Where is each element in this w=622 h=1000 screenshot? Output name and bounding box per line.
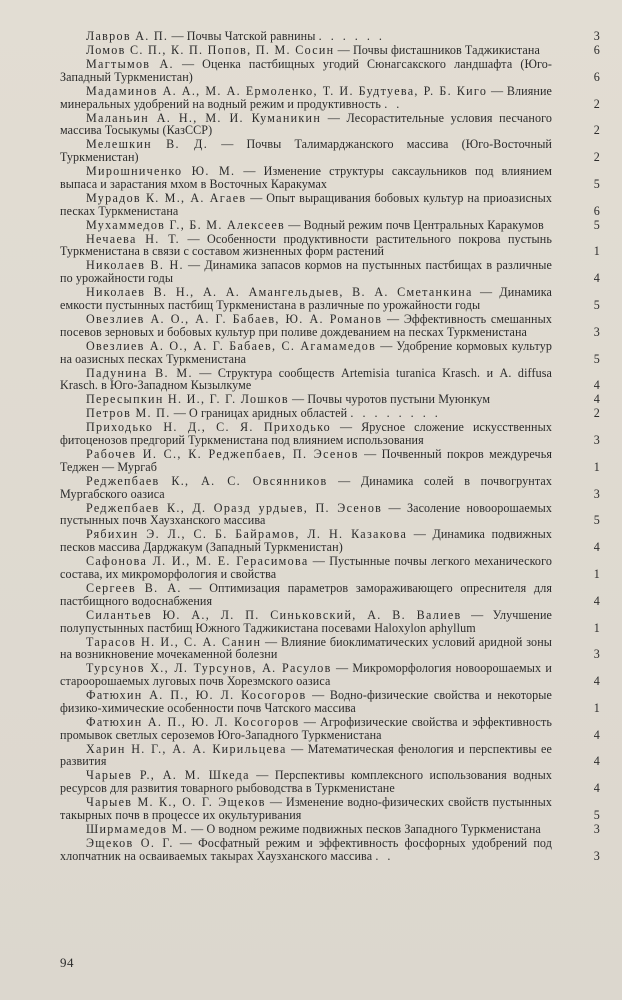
entry-page-number: 4 [593, 727, 600, 742]
entry-title: — Влияние минеральных удобрений на водный режим и продуктивность [60, 83, 552, 111]
entry-author: Фатюхин А. П., Ю. Л. Косогоров [86, 688, 307, 703]
entry-leader-dots: . . [384, 96, 403, 111]
entry-page-number: 4 [593, 540, 600, 555]
entry-title: — Улучшение полупустынных пастбищ Южного Таджикистана посевами Haloxylon aphyllum [60, 607, 552, 635]
entry-title: — Пустынные почвы легкого механического состава, их микроморфология и свойства [60, 554, 552, 581]
entry-title: — Математическая фенология и перспективы ее развития [60, 741, 552, 769]
entry-author: Реджепбаев К., А. С. Овсянников [86, 473, 328, 488]
entry-author: Тарасов Н. И., С. А. Санин [86, 634, 262, 649]
entry-title: — Оптимизация параметров замораживающего опреснителя для пастбищного водоснабжения [60, 580, 552, 608]
contents-entry [60, 190, 600, 218]
entry-title: — Ярусное сложение искусственных фитоценозов предгорий Туркменистана под влиянием использования [60, 420, 552, 448]
entry-page-number: 5 [593, 351, 600, 366]
contents-entry [60, 634, 600, 662]
entry-page-number: 1 [593, 567, 600, 581]
contents-entry [60, 554, 600, 581]
entry-author: Ширмамедов М. [86, 822, 188, 837]
entry-page-number: 3 [593, 324, 600, 339]
entry-author: Николаев В. Н. [86, 258, 184, 273]
contents-entry [60, 42, 600, 57]
entry-page-number: 3 [593, 848, 600, 863]
contents-entry [60, 231, 600, 259]
entry-title: — Микроморфология новоорошаемых и староорошаемых луговых почв Хорезмского оазиса [60, 661, 552, 689]
contents-entry [60, 500, 600, 528]
entry-author: Реджепбаев К., Д. Оразд урдыев, П. Эсенов [86, 500, 383, 515]
entry-page-number: 4 [593, 754, 600, 769]
entry-title: — Влияние биоклиматических условий аридной зоны на возникновение мочекаменной болезни [60, 634, 552, 662]
entry-title: — Водно-физические свойства и некоторые физико-химические особенности почв Чатского массива [60, 688, 552, 715]
contents-entry [60, 607, 600, 635]
entry-author: Мадаминов А. А., М. А. Ермоленко, Т. И. Будтуева, Р. Б. Киго [86, 83, 488, 98]
entry-title: — О водном режиме подвижных песков Западного Туркменистана [191, 822, 541, 837]
contents-entry [60, 836, 600, 863]
contents-entry [60, 285, 600, 312]
entry-author: Падунина В. М. [86, 365, 193, 380]
entry-author: Маланьин А. Н., М. И. Куманикин [86, 110, 322, 125]
entry-author: Рябихин Э. Л., С. Б. Байрамов, Л. Н. Казакова [86, 527, 408, 542]
entry-page-number: 2 [593, 150, 600, 165]
entry-page-number: 2 [593, 96, 600, 111]
entry-page-number: 5 [593, 298, 600, 312]
entry-page-number: 4 [593, 674, 600, 689]
entry-author: Чарыев Р., А. М. Шкеда [86, 768, 250, 783]
entry-page-number: 4 [593, 271, 600, 286]
entry-leader-dots: . . [375, 848, 394, 863]
entry-page-number: 5 [593, 808, 600, 823]
entry-author: Чарыев М. К., О. Г. Эщеков [86, 795, 266, 810]
entry-title: — Опыт выращивания бобовых культур на приоазисных песках Туркменистана [60, 190, 552, 218]
contents-entry [60, 110, 600, 138]
entry-title: — Динамика подвижных песков массива Дарджакум (Западный Туркменистан) [60, 527, 552, 555]
entry-page-number: 6 [593, 69, 600, 84]
entry-leader-dots: . . . . . . [318, 29, 385, 43]
entry-page-number: 3 [593, 822, 600, 837]
entry-title: — Почвы Талимарджанского массива (Юго-Восточный Туркменистан) [60, 137, 552, 165]
entry-page-number: 4 [593, 593, 600, 608]
entry-title: — Удобрение кормовых культур на оазисных песках Туркменистана [60, 338, 552, 366]
entry-author: Овезлиев А. О., А. Г. Бабаев, С. Агамамедов [86, 338, 377, 353]
entry-title: — Агрофизические свойства и эффективность промывок светлых сероземов Юго-Западного Туркменистана [60, 714, 552, 742]
entry-author: Сафонова Л. И., М. Е. Герасимова [86, 554, 309, 569]
entry-title: — Водный режим почв Центральных Каракумов [288, 217, 544, 232]
contents-entry [60, 164, 600, 191]
contents-entry [60, 795, 600, 823]
entry-author: Пересыпкин Н. И., Г. Г. Лошков [86, 392, 289, 407]
entry-title: — Структура сообществ Artemisia turanica Krasch. и A. diffusa Krasch. в Юго-Западном Кызылкуме [60, 365, 552, 393]
contents-entry [60, 447, 600, 474]
entry-author: Фатюхин А. П., Ю. Л. Косогоров [86, 714, 300, 729]
contents-list [0, 30, 622, 863]
entry-page-number: 2 [593, 123, 600, 138]
contents-entry [60, 741, 600, 769]
entry-author: Лавров А. П. [86, 29, 169, 43]
page-number: 94 [60, 955, 74, 970]
entry-page-number: 1 [593, 700, 600, 715]
contents-entry [60, 83, 600, 111]
entry-author: Эщеков О. Г. [86, 836, 174, 850]
contents-entry [60, 406, 600, 421]
contents-entry [60, 137, 600, 165]
entry-title: — Лесорастительные условия песчаного массива Тосыкумы (КазССР) [60, 110, 552, 138]
entry-author: Харин Н. Г., А. А. Кирильцева [86, 741, 287, 756]
entry-author: Рабочев И. С., К. Реджепбаев, П. Эсенов [86, 447, 359, 462]
entry-title: — Динамика запасов кормов на пустынных пастбищах в различные по урожайности годы [60, 258, 552, 286]
contents-entry [60, 661, 600, 689]
entry-page-number: 6 [593, 203, 600, 218]
contents-entry [60, 217, 600, 232]
entry-author: Ломов С. П., К. П. Попов, П. М. Сосин [86, 42, 335, 57]
entry-title: — Изменение водно-физических свойств пустынных такырных почв в процессе их окультуривания [60, 795, 552, 823]
entry-page-number: 5 [593, 217, 600, 232]
entry-page-number: 1 [593, 459, 600, 474]
contents-entry [60, 258, 600, 286]
contents-entry [60, 311, 600, 339]
contents-entry [60, 365, 600, 393]
entry-title: — О границах аридных областей [173, 406, 348, 421]
entry-page-number: 4 [593, 392, 600, 407]
entry-title: — Эффективность смешанных посевов зерновых и бобовых культур при поливе дождеванием на песках Туркменистана [60, 311, 552, 339]
entry-title: — Почвы чуротов пустыни Муюнкум [292, 392, 491, 407]
entry-title: — Изменение структуры саксаульников под влиянием выпаса и зарастания мхом в Восточных Каракумах [60, 164, 552, 191]
entry-author: Николаев В. Н., А. А. Амангельдыев, В. А. Сметанкина [86, 285, 473, 300]
entry-title: — Засоление новоорошаемых пустынных почв Хаузханского массива [60, 500, 552, 528]
contents-entry [60, 822, 600, 837]
entry-page-number: 5 [593, 513, 600, 528]
entry-page-number: 3 [593, 29, 600, 43]
contents-entry [60, 580, 600, 608]
entry-page-number: 1 [593, 620, 600, 635]
entry-title: — Почвы фисташников Таджикистана [337, 42, 540, 57]
entry-title: — Фосфатный режим и эффективность фосфорных удобрений под хлопчатник на осваиваемых такырах Хаузханского массива [60, 836, 552, 863]
entry-page-number: 3 [593, 647, 600, 662]
entry-page-number: 2 [593, 406, 600, 421]
entry-title: — Оценка пастбищных угодий Сюнагсакского ландшафта (Юго-Западный Туркменистан) [60, 56, 553, 84]
contents-entry [60, 768, 600, 796]
contents-entry [60, 527, 600, 555]
contents-entry [60, 714, 600, 742]
entry-title: — Особенности продуктивности растительного покрова пустынь Туркменистана в связи с составом жизненных форм растений [60, 231, 552, 259]
entry-title: — Почвы Чатской равнины [171, 29, 316, 43]
contents-entry [60, 338, 600, 366]
entry-page-number: 3 [593, 486, 600, 501]
contents-entry [60, 29, 600, 43]
entry-author: Мухаммедов Г., Б. М. Алексеев [86, 217, 286, 232]
contents-entry [60, 688, 600, 715]
entry-page-number: 4 [593, 378, 600, 393]
contents-entry [60, 420, 600, 448]
contents-entry [60, 392, 600, 407]
entry-page-number: 5 [593, 176, 600, 191]
entry-page-number: 6 [593, 42, 600, 57]
entry-title: — Динамика емкости пустынных пастбищ Туркменистана в различные по урожайности годы [60, 285, 552, 312]
entry-author: Магтымов А. [86, 56, 174, 71]
contents-entry [60, 473, 600, 501]
entry-author: Нечаева Н. Т. [86, 231, 180, 246]
entry-author: Сергеев В. А. [86, 580, 182, 595]
entry-title: — Динамика солей в почвогрунтах Мургабского оазиса [60, 473, 552, 501]
contents-entry [60, 56, 600, 84]
entry-author: Овезлиев А. О., А. Г. Бабаев, Ю. А. Романов [86, 311, 383, 326]
entry-author: Мурадов К. М., А. Агаев [86, 190, 247, 205]
entry-leader-dots: . . . . . . . . [350, 406, 441, 421]
entry-title: — Перспективы комплексного использования водных ресурсов для развития товарного рыбоводства в Туркменистане [60, 768, 552, 796]
entry-page-number: 3 [593, 433, 600, 448]
entry-author: Приходько Н. Д., С. Я. Приходько [86, 420, 332, 435]
entry-author: Мелешкин В. Д. [86, 137, 209, 152]
entry-author: Турсунов Х., Л. Турсунов, А. Расулов [86, 661, 332, 676]
entry-title: — Почвенный покров междуречья Теджен — Мургаб [60, 447, 552, 474]
entry-page-number: 1 [593, 244, 600, 259]
entry-author: Петров М. П. [86, 406, 171, 421]
entry-page-number: 4 [593, 781, 600, 796]
entry-author: Мирошниченко Ю. М. [86, 164, 236, 179]
entry-author: Силантьев Ю. А., Л. П. Синьковский, А. В. Валиев [86, 607, 462, 622]
